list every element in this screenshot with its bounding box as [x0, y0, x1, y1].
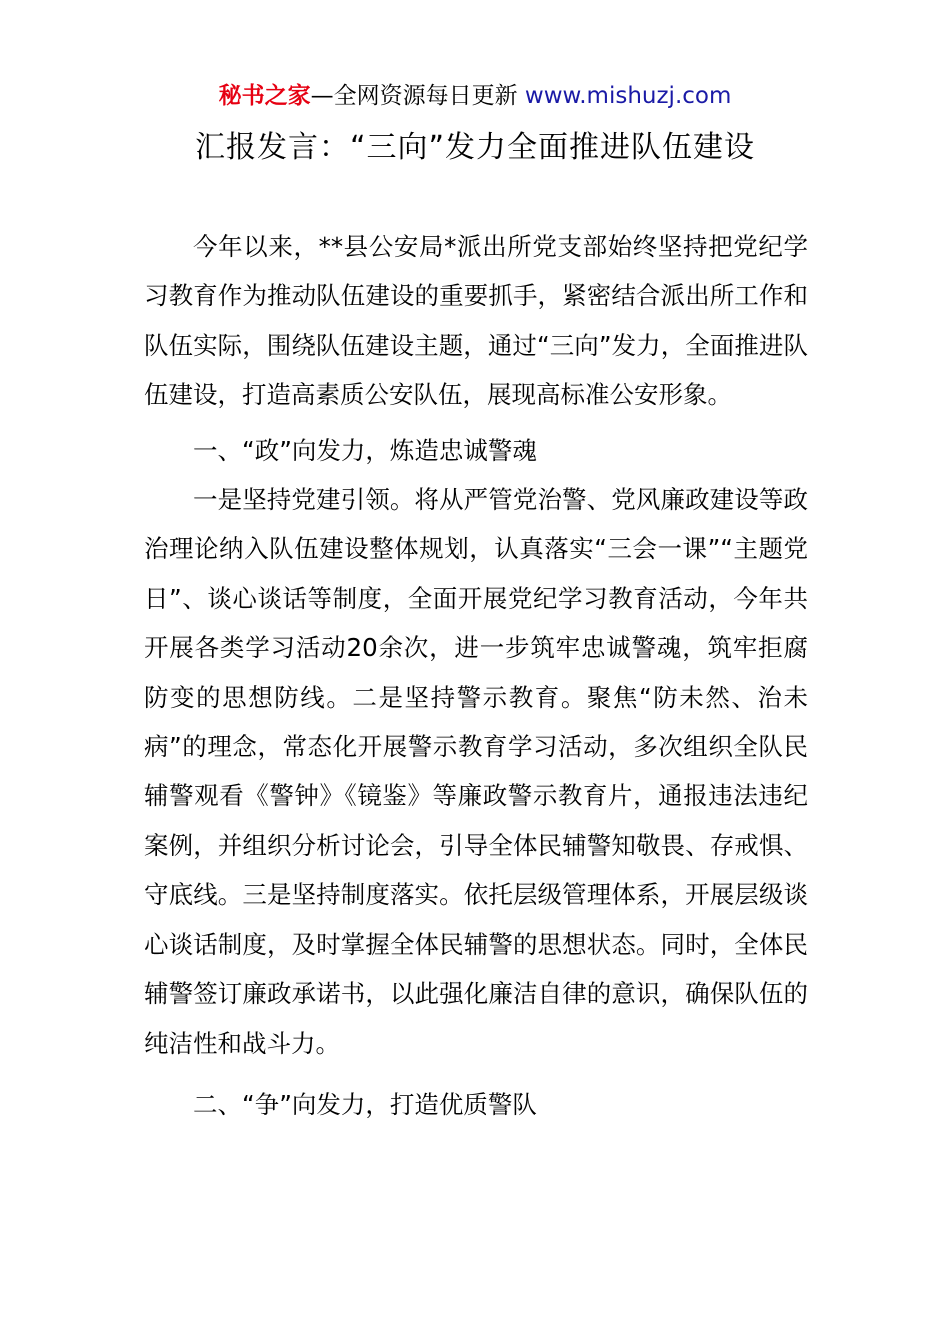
header-tagline: —全网资源每日更新 [310, 83, 518, 109]
section-1-heading: 一、“政”向发力，炼造忠诚警魂 [193, 435, 537, 465]
intro-paragraph: 今年以来，**县公安局*派出所党支部始终坚持把党纪学习教育作为推动队伍建设的重要抓手，紧密结合派出所工作和队伍实际，围绕队伍建设主题，通过“三向”发力，全面推进队伍建设，打造高素质公安队伍，展现高标准公安形象。 [144, 232, 808, 410]
document-body [144, 222, 808, 1129]
site-url-link[interactable]: www.mishuzj.com [524, 83, 732, 109]
section-1-paragraph: 一是坚持党建引领。将从严管党治警、党风廉政建设等政治理论纳入队伍建设整体规划，认真落实“三会一课”“主题党日”、谈心谈话等制度，全面开展党纪学习教育活动，今年共开展各类学习活动20余次，进一步筑牢忠诚警魂，筑牢拒腐防变的思想防线。二是坚持警示教育。聚焦“防未然、治未病”的理念，常态化开展警示教育学习活动，多次组织全队民辅警观看《警钟》《镜鉴》等廉政警示教育片，通报违法违纪案例，并组织分析讨论会，引导全体民辅警知敬畏、存戒惧、守底线。三是坚持制度落实。依托层级管理体系，开展层级谈心谈话制度，及时掌握全体民辅警的思想状态。同时，全体民辅警签订廉政承诺书，以此强化廉洁自律的意识，确保队伍的纯洁性和战斗力。 [144, 485, 808, 1058]
section-2-heading: 二、“争”向发力，打造优质警队 [193, 1089, 537, 1119]
site-header [0, 80, 950, 112]
brand-name: 秘书之家 [218, 83, 311, 109]
document-title: 汇报发言：“三向”发力全面推进队伍建设 [194, 130, 756, 165]
